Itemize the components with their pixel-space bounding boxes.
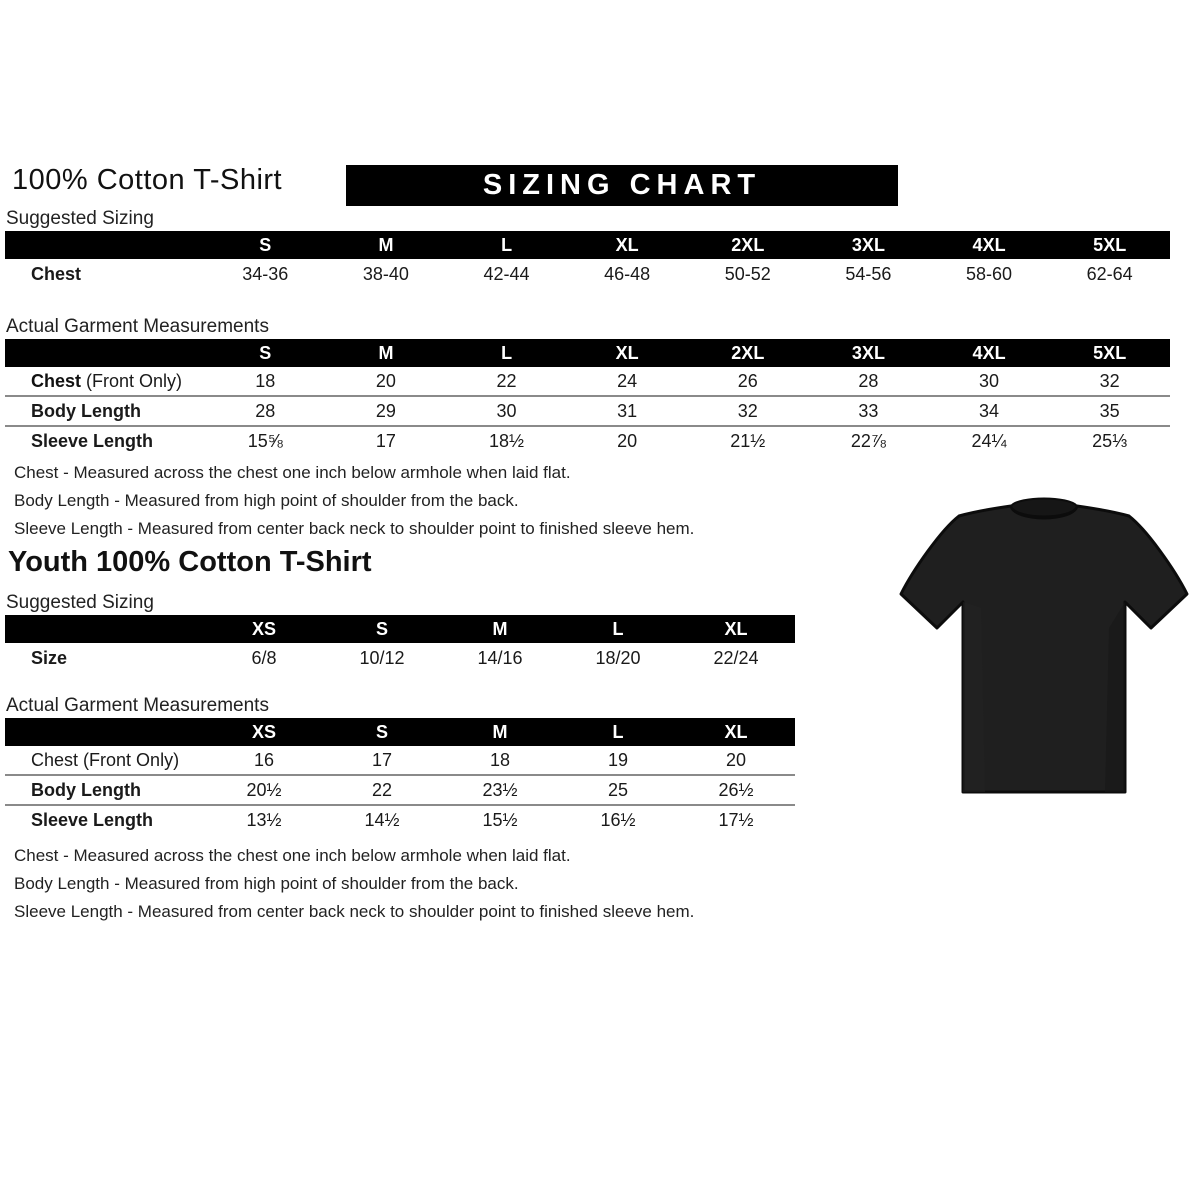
header-cell: M [326, 339, 447, 367]
table-cell: 18 [205, 367, 326, 396]
header-cell: S [323, 615, 441, 643]
row-label: Chest [31, 263, 82, 284]
header-cell: 4XL [929, 339, 1050, 367]
note-line: Body Length - Measured from high point of shoulder from the back. [14, 874, 519, 893]
header-cell: 3XL [808, 339, 929, 367]
header-cell: XS [205, 718, 323, 746]
header-cell-blank [5, 615, 205, 643]
header-cell-blank [5, 339, 205, 367]
table-cell: 62-64 [1086, 263, 1133, 284]
header-cell: S [205, 339, 326, 367]
header-cell: XL [677, 615, 795, 643]
header-cell: M [441, 615, 559, 643]
note-line: Chest - Measured across the chest one inch below armhole when laid flat. [14, 846, 571, 865]
table-cell: 38-40 [362, 263, 409, 284]
header-cell: 5XL [1049, 231, 1170, 259]
youth-title: Youth 100% Cotton T-Shirt [8, 546, 372, 578]
table-cell: 30 [446, 396, 567, 426]
table-cell: 25⅓ [1092, 430, 1128, 451]
youth-actual-heading: Actual Garment Measurements [6, 695, 269, 716]
table-cell: 16½ [600, 809, 636, 830]
adult-suggested-heading: Suggested Sizing [6, 208, 154, 229]
table-row-sleeve-length [5, 426, 1170, 455]
header-cell: M [441, 718, 559, 746]
table-cell: 14/16 [477, 647, 523, 668]
note-line: Sleeve Length - Measured from center back neck to shoulder point to finished sleeve hem. [14, 519, 695, 538]
row-label-suffix: (Front Only) [83, 749, 180, 770]
table-cell: 19 [559, 746, 677, 775]
table-cell: 24 [567, 367, 688, 396]
table-cell: 14½ [364, 809, 400, 830]
table-cell: 29 [326, 396, 447, 426]
row-label-suffix: (Front Only) [86, 370, 183, 391]
header-cell: L [559, 718, 677, 746]
row-label-main: Chest [31, 749, 79, 770]
header-cell: S [323, 718, 441, 746]
note-line: Body Length - Measured from high point of shoulder from the back. [14, 491, 519, 510]
youth-actual-table [5, 718, 795, 834]
header-cell: L [559, 615, 677, 643]
table-header-row [5, 231, 1170, 259]
header-cell: XL [567, 231, 688, 259]
table-cell: 24¼ [971, 430, 1007, 451]
table-cell: 6/8 [251, 647, 277, 668]
table-cell: 17½ [718, 809, 754, 830]
row-label: Size [31, 647, 68, 668]
table-cell: 26 [688, 367, 809, 396]
tshirt-body [901, 506, 1187, 792]
table-cell: 30 [929, 367, 1050, 396]
sizing-chart-banner [346, 165, 898, 206]
table-cell: 20½ [205, 775, 323, 805]
table-row-sleeve-length [5, 805, 795, 834]
table-cell: 28 [205, 396, 326, 426]
row-label: Body Length [5, 775, 205, 805]
header-cell: L [446, 231, 567, 259]
table-cell: 10/12 [359, 647, 405, 668]
table-cell: 20 [326, 367, 447, 396]
adult-actual-heading: Actual Garment Measurements [6, 316, 269, 337]
header-cell: 2XL [688, 339, 809, 367]
header-cell: XL [677, 718, 795, 746]
table-row-chest [5, 746, 795, 775]
youth-suggested-heading: Suggested Sizing [6, 592, 154, 613]
table-cell: 18½ [489, 430, 525, 451]
row-label: Sleeve Length [31, 430, 154, 451]
table-cell: 18 [441, 746, 559, 775]
table-cell: 22⅞ [850, 430, 886, 451]
table-cell: 26½ [677, 775, 795, 805]
table-cell: 35 [1049, 396, 1170, 426]
header-cell: 5XL [1049, 339, 1170, 367]
table-cell: 25 [559, 775, 677, 805]
table-cell: 21½ [730, 430, 766, 451]
table-row-chest [5, 367, 1170, 396]
table-cell: 32 [1049, 367, 1170, 396]
table-cell: 46-48 [604, 263, 651, 284]
table-row-body-length [5, 775, 795, 805]
header-cell-blank [5, 718, 205, 746]
table-cell: 17 [323, 746, 441, 775]
tshirt-collar [1011, 499, 1077, 517]
table-cell: 17 [375, 430, 396, 451]
table-cell: 23½ [441, 775, 559, 805]
row-label: Body Length [5, 396, 205, 426]
row-label [5, 746, 205, 775]
table-cell: 58-60 [966, 263, 1013, 284]
table-cell: 34-36 [242, 263, 289, 284]
table-cell: 50-52 [724, 263, 771, 284]
adult-suggested-table [5, 231, 1170, 289]
youth-suggested-table [5, 615, 795, 673]
table-cell: 33 [808, 396, 929, 426]
header-cell: XL [567, 339, 688, 367]
header-cell: XS [205, 615, 323, 643]
header-cell: 4XL [929, 231, 1050, 259]
table-cell: 31 [567, 396, 688, 426]
header-cell: M [326, 231, 447, 259]
table-cell: 20 [617, 430, 638, 451]
table-cell: 20 [677, 746, 795, 775]
row-label: Sleeve Length [31, 809, 154, 830]
table-cell: 54-56 [845, 263, 892, 284]
table-cell: 42-44 [483, 263, 530, 284]
table-cell: 22/24 [713, 647, 759, 668]
table-cell: 22 [323, 775, 441, 805]
header-cell: L [446, 339, 567, 367]
table-cell: 13½ [246, 809, 282, 830]
table-cell: 34 [929, 396, 1050, 426]
tshirt-image [893, 478, 1195, 808]
note-line: Sleeve Length - Measured from center back neck to shoulder point to finished sleeve hem. [14, 902, 695, 921]
row-label [5, 367, 205, 396]
table-cell: 16 [205, 746, 323, 775]
table-cell: 28 [808, 367, 929, 396]
table-cell: 32 [688, 396, 809, 426]
adult-actual-table [5, 339, 1170, 455]
table-header-row [5, 615, 795, 643]
table-cell: 15½ [482, 809, 518, 830]
sizing-chart-banner-label: SIZING CHART [482, 169, 762, 201]
table-row [5, 259, 1170, 289]
page-title: 100% Cotton T-Shirt [12, 164, 283, 196]
adult-measurement-notes [14, 459, 694, 543]
header-cell: 2XL [688, 231, 809, 259]
table-row-size [5, 643, 795, 673]
youth-measurement-notes [14, 842, 694, 926]
header-cell-blank [5, 231, 205, 259]
table-cell: 22 [446, 367, 567, 396]
header-cell: 3XL [808, 231, 929, 259]
note-line: Chest - Measured across the chest one inch below armhole when laid flat. [14, 463, 571, 482]
table-header-row [5, 339, 1170, 367]
header-cell: S [205, 231, 326, 259]
table-cell: 15⅝ [247, 430, 283, 451]
row-label-main: Chest [31, 370, 82, 391]
table-cell: 18/20 [595, 647, 641, 668]
table-header-row [5, 718, 795, 746]
table-row-body-length [5, 396, 1170, 426]
